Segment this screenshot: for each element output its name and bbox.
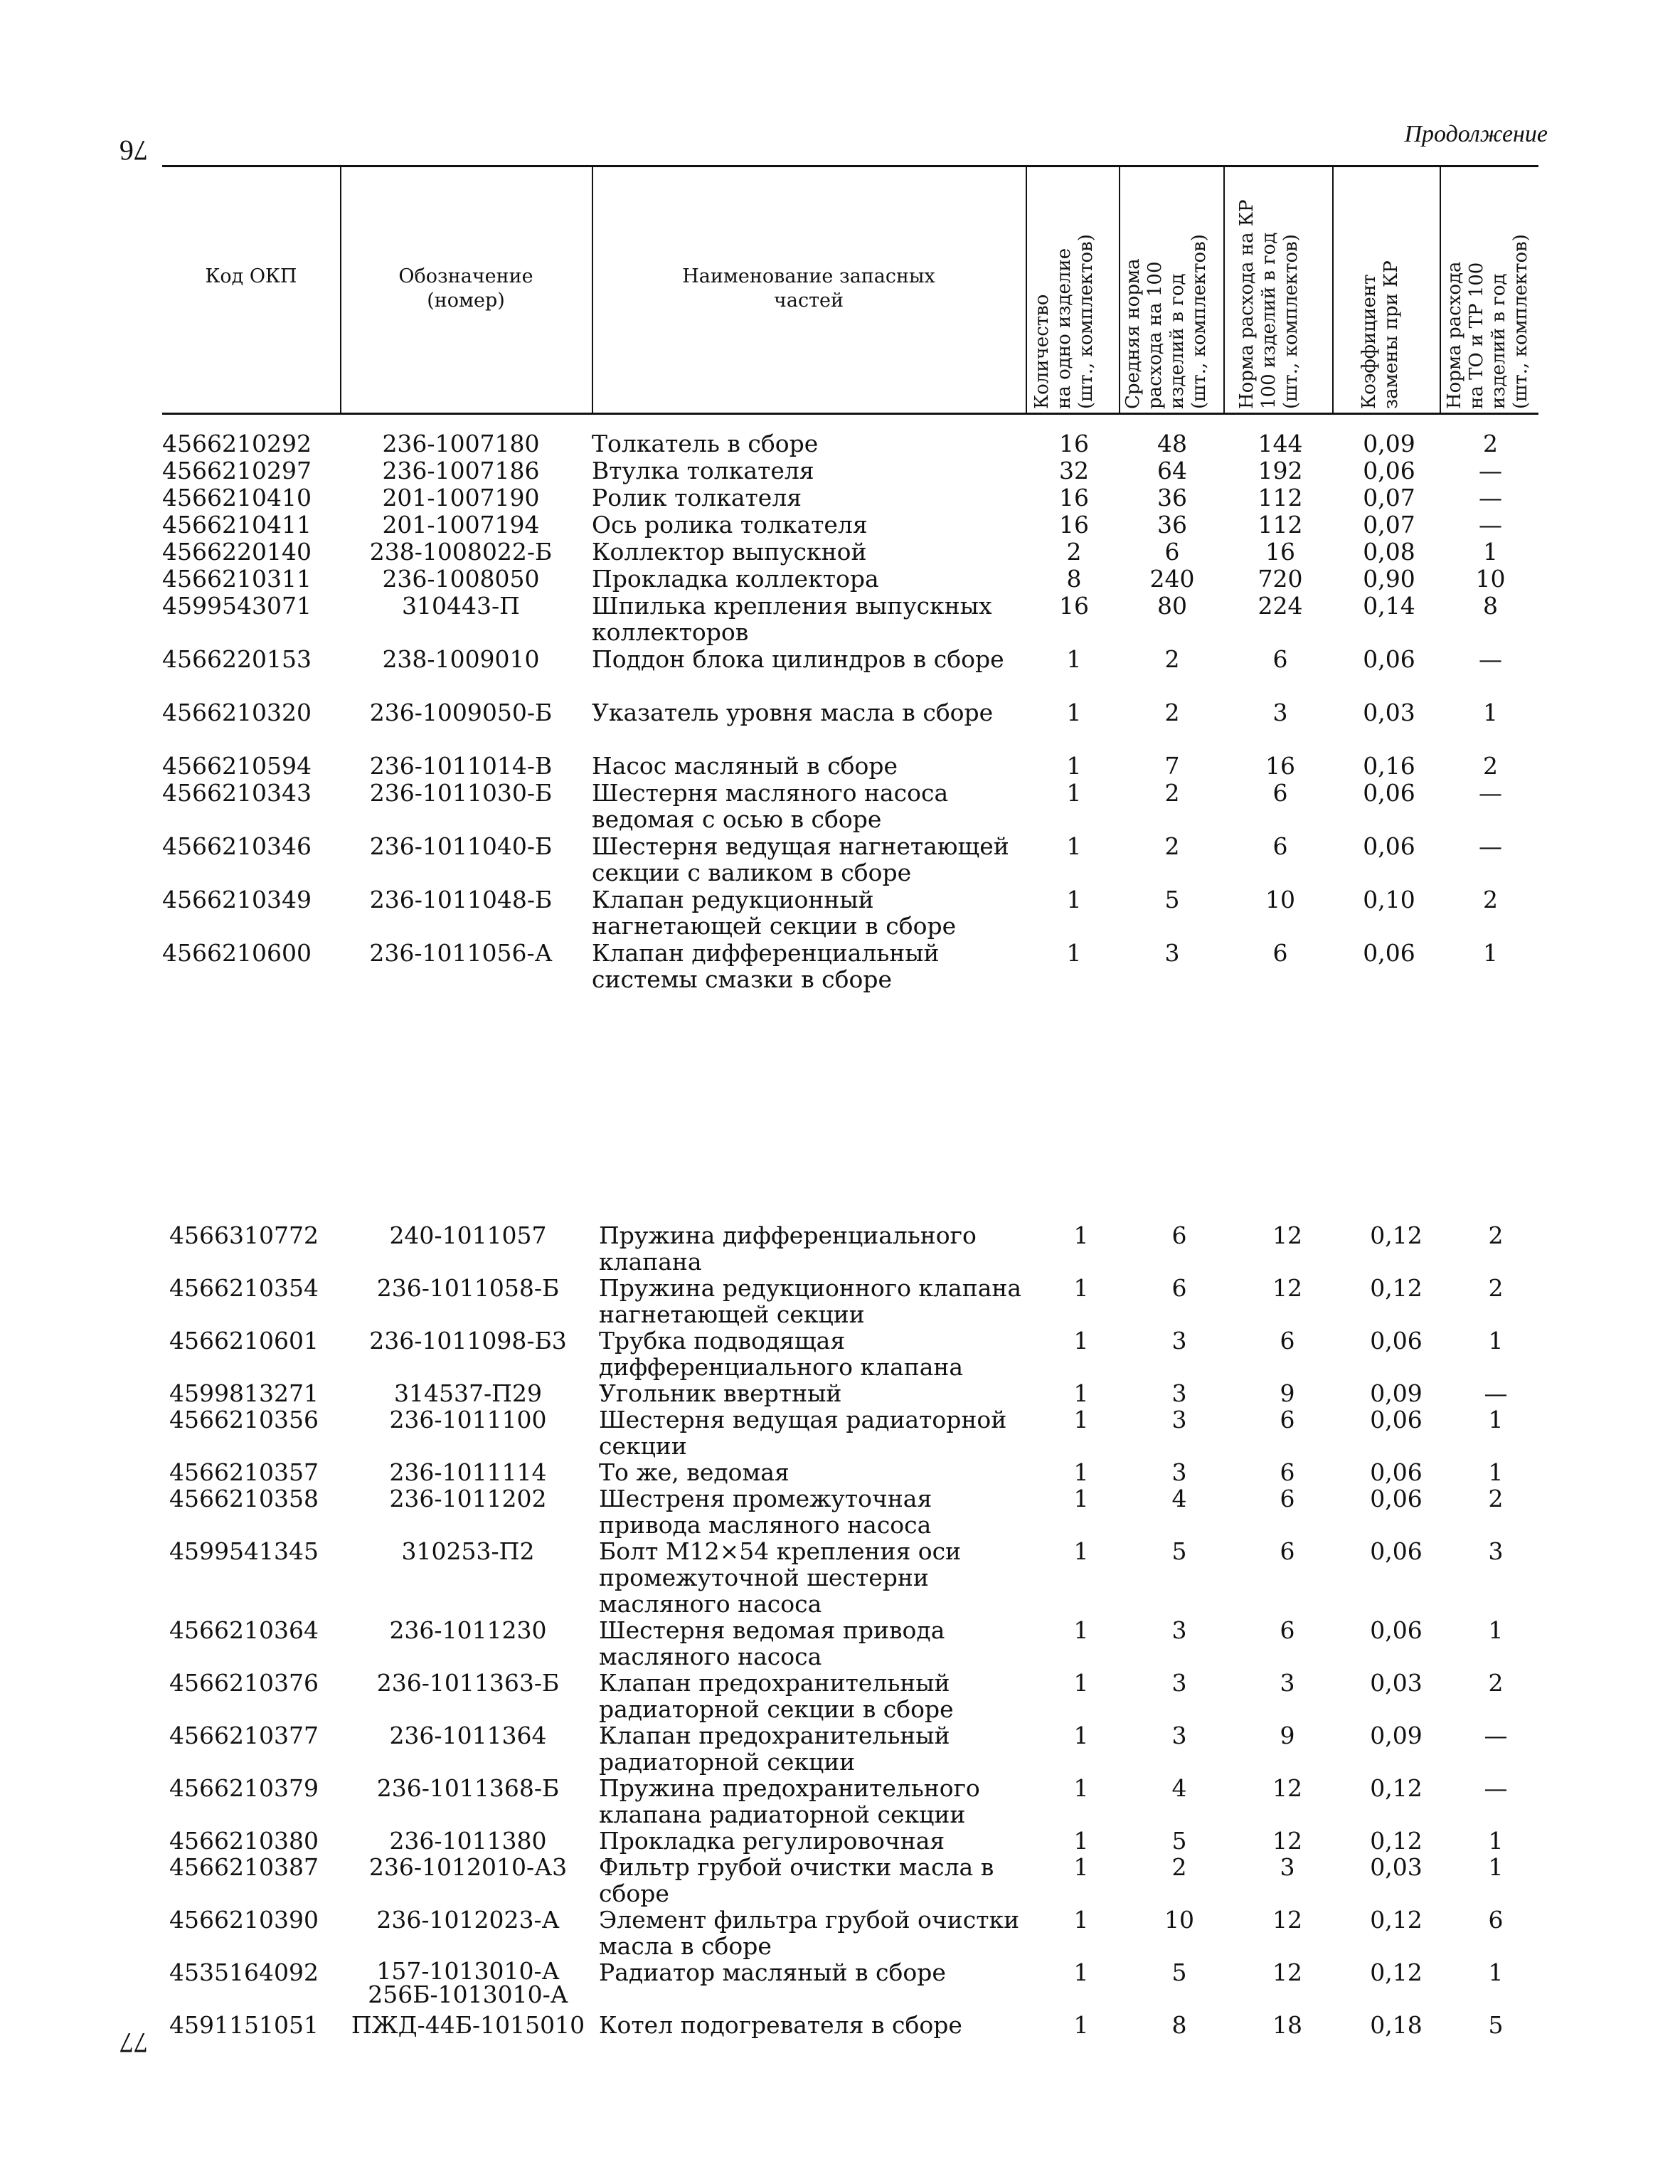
cell-avg: 7 bbox=[1164, 752, 1180, 780]
cell-qty: 1 bbox=[1066, 752, 1082, 780]
cell-avg: 48 bbox=[1157, 430, 1187, 457]
cell-code: 4599541345 bbox=[169, 1537, 319, 1565]
table-row bbox=[162, 1222, 1538, 1275]
cell-designation: 314537-П29 bbox=[394, 1379, 542, 1407]
cell-to: 1 bbox=[1488, 1458, 1504, 1486]
cell-name: Шестерня масляного насоса ведомая с осью в сборе bbox=[592, 779, 949, 833]
cell-qty: 1 bbox=[1073, 1827, 1089, 1855]
table-row bbox=[162, 1775, 1538, 1828]
cell-designation: 236-1011114 bbox=[389, 1458, 547, 1486]
cell-qty: 1 bbox=[1073, 2011, 1089, 2039]
cell-avg: 2 bbox=[1164, 832, 1180, 860]
cell-code: 4566210387 bbox=[169, 1853, 319, 1881]
cell-qty: 1 bbox=[1066, 832, 1082, 860]
cell-qty: 8 bbox=[1066, 565, 1082, 593]
table-row bbox=[162, 511, 1538, 539]
cell-name: Шестерня ведущая нагнетающей секции с валиком в сборе bbox=[592, 832, 1009, 886]
cell-to: — bbox=[1479, 645, 1502, 673]
cell-designation: 236-1009050-Б bbox=[369, 699, 553, 726]
cell-avg: 2 bbox=[1171, 1853, 1187, 1881]
cell-avg: 2 bbox=[1164, 699, 1180, 726]
page-number-bottom: 77 bbox=[119, 2027, 148, 2059]
cell-avg: 36 bbox=[1157, 484, 1187, 511]
cell-kr: 16 bbox=[1265, 538, 1295, 566]
cell-kr: 3 bbox=[1272, 699, 1288, 726]
cell-to: 2 bbox=[1488, 1221, 1504, 1249]
cell-avg: 240 bbox=[1149, 565, 1195, 593]
cell-qty: 1 bbox=[1073, 1379, 1089, 1407]
cell-to: 6 bbox=[1488, 1906, 1504, 1934]
cell-avg: 8 bbox=[1171, 2011, 1187, 2039]
cell-kr: 3 bbox=[1280, 1853, 1295, 1881]
cell-designation: 236-1011058-Б bbox=[376, 1274, 560, 1302]
cell-to: 2 bbox=[1483, 886, 1498, 913]
cell-code: 4566210358 bbox=[169, 1485, 319, 1512]
cell-kr: 12 bbox=[1272, 1774, 1302, 1802]
cell-to: 2 bbox=[1488, 1274, 1504, 1302]
cell-kr: 112 bbox=[1258, 484, 1303, 511]
cell-designation: 310443-П bbox=[402, 592, 520, 620]
cell-designation: 236-1011056-А bbox=[369, 939, 553, 967]
cell-code: 4535164092 bbox=[169, 1958, 319, 1986]
cell-to: 1 bbox=[1483, 699, 1498, 726]
header-divider bbox=[1440, 165, 1441, 413]
cell-coef: 0,03 bbox=[1370, 1669, 1423, 1697]
table-row bbox=[162, 566, 1538, 593]
table-row bbox=[162, 1907, 1538, 1959]
cell-kr: 6 bbox=[1272, 779, 1288, 807]
cell-name: Шестерня ведущая радиаторной секции bbox=[599, 1406, 1007, 1460]
continuation-label: Продолжение bbox=[1404, 121, 1548, 147]
cell-designation: 236-1011380 bbox=[389, 1827, 547, 1855]
cell-name: Клапан предохранительный радиаторной секции в сборе bbox=[599, 1669, 954, 1723]
cell-avg: 3 bbox=[1171, 1722, 1187, 1749]
cell-qty: 1 bbox=[1073, 1327, 1089, 1355]
cell-code: 4566310772 bbox=[169, 1221, 319, 1249]
cell-to: 1 bbox=[1488, 1327, 1504, 1355]
cell-avg: 6 bbox=[1171, 1221, 1187, 1249]
cell-avg: 2 bbox=[1164, 779, 1180, 807]
cell-kr: 6 bbox=[1272, 939, 1288, 967]
table-row bbox=[162, 1275, 1538, 1327]
cell-to: — bbox=[1484, 1774, 1508, 1802]
header-coef: Коэффициент замены при КР bbox=[1359, 260, 1402, 409]
table-row bbox=[162, 1380, 1538, 1406]
cell-coef: 0,06 bbox=[1370, 1458, 1423, 1486]
cell-coef: 0,06 bbox=[1363, 645, 1415, 673]
table-row bbox=[162, 780, 1538, 833]
cell-coef: 0,12 bbox=[1370, 1221, 1423, 1249]
cell-code: 4566210600 bbox=[162, 939, 312, 967]
cell-code: 4566210354 bbox=[169, 1274, 319, 1302]
cell-designation: 236-1011100 bbox=[389, 1406, 547, 1433]
cell-coef: 0,09 bbox=[1363, 430, 1415, 457]
cell-coef: 0,06 bbox=[1370, 1327, 1423, 1355]
header-code: Код ОКП bbox=[205, 265, 297, 287]
cell-to: — bbox=[1484, 1722, 1508, 1749]
cell-name: Пружина дифференциального клапана bbox=[599, 1221, 977, 1276]
cell-designation: 236-1011048-Б bbox=[369, 886, 553, 913]
cell-avg: 4 bbox=[1171, 1485, 1187, 1512]
cell-kr: 12 bbox=[1272, 1827, 1302, 1855]
cell-code: 4599813271 bbox=[169, 1379, 319, 1407]
cell-avg: 36 bbox=[1157, 511, 1187, 539]
cell-qty: 16 bbox=[1059, 484, 1089, 511]
cell-to: 1 bbox=[1488, 1406, 1504, 1433]
cell-qty: 1 bbox=[1073, 1221, 1089, 1249]
cell-kr: 720 bbox=[1258, 565, 1303, 593]
table-row bbox=[162, 1617, 1538, 1670]
cell-avg: 3 bbox=[1171, 1406, 1187, 1433]
cell-qty: 1 bbox=[1073, 1774, 1089, 1802]
cell-coef: 0,10 bbox=[1363, 886, 1415, 913]
cell-coef: 0,03 bbox=[1370, 1853, 1423, 1881]
cell-qty: 1 bbox=[1073, 1274, 1089, 1302]
cell-to: 2 bbox=[1488, 1669, 1504, 1697]
header-divider bbox=[1332, 165, 1334, 413]
header-divider bbox=[1223, 165, 1225, 413]
cell-name: Клапан дифференциальный системы смазки в сборе bbox=[592, 939, 940, 993]
cell-avg: 3 bbox=[1171, 1458, 1187, 1486]
cell-coef: 0,06 bbox=[1370, 1537, 1423, 1565]
cell-kr: 6 bbox=[1272, 832, 1288, 860]
cell-kr: 12 bbox=[1272, 1221, 1302, 1249]
parts-table-top bbox=[162, 430, 1538, 993]
cell-coef: 0,12 bbox=[1370, 1274, 1423, 1302]
cell-name: Ролик толкателя bbox=[592, 484, 802, 511]
cell-qty: 1 bbox=[1073, 1485, 1089, 1512]
table-row bbox=[162, 1485, 1538, 1538]
cell-coef: 0,12 bbox=[1370, 1958, 1423, 1986]
cell-coef: 0,16 bbox=[1363, 752, 1415, 780]
cell-avg: 10 bbox=[1164, 1906, 1194, 1934]
cell-code: 4566210297 bbox=[162, 457, 312, 484]
cell-avg: 3 bbox=[1171, 1669, 1187, 1697]
cell-name: Втулка толкателя bbox=[592, 457, 814, 484]
cell-designation: 201-1007194 bbox=[382, 511, 540, 539]
cell-designation: 236-1011202 bbox=[389, 1485, 547, 1512]
cell-coef: 0,09 bbox=[1370, 1722, 1423, 1749]
table-row bbox=[162, 484, 1538, 511]
table-row bbox=[162, 1327, 1538, 1380]
cell-code: 4566220153 bbox=[162, 645, 312, 673]
table-row bbox=[162, 833, 1538, 886]
table-row bbox=[162, 940, 1538, 993]
cell-avg: 5 bbox=[1171, 1537, 1187, 1565]
cell-designation: 236-1011098-Б3 bbox=[369, 1327, 567, 1355]
cell-code: 4566210364 bbox=[169, 1616, 319, 1644]
cell-coef: 0,12 bbox=[1370, 1906, 1423, 1934]
cell-name: Фильтр грубой очистки масла в сборе bbox=[599, 1853, 994, 1907]
cell-coef: 0,06 bbox=[1363, 457, 1415, 484]
cell-avg: 5 bbox=[1171, 1827, 1187, 1855]
cell-name: Прокладка коллектора bbox=[592, 565, 879, 593]
table-row bbox=[162, 1538, 1538, 1617]
table-row bbox=[162, 699, 1538, 753]
table-row bbox=[162, 539, 1538, 566]
cell-avg: 5 bbox=[1164, 886, 1180, 913]
cell-designation: 236-1011363-Б bbox=[376, 1669, 560, 1697]
cell-coef: 0,06 bbox=[1370, 1616, 1423, 1644]
cell-name: Клапан редукционный нагнетающей секции в сборе bbox=[592, 886, 957, 940]
header-to-norm: Норма расхода на ТО и ТР 100 изделий в год (шт., комплектов) bbox=[1444, 234, 1531, 409]
cell-designation: 236-1011030-Б bbox=[369, 779, 553, 807]
cell-name: Элемент фильтра грубой очистки масла в сборе bbox=[599, 1906, 1020, 1960]
cell-designation: 310253-П2 bbox=[401, 1537, 535, 1565]
cell-qty: 1 bbox=[1073, 1722, 1089, 1749]
cell-name: Радиатор масляный в сборе bbox=[599, 1958, 946, 1986]
cell-name: Трубка подводящая дифференциального клапана bbox=[599, 1327, 964, 1381]
cell-coef: 0,03 bbox=[1363, 699, 1415, 726]
cell-designation: 236-1011040-Б bbox=[369, 832, 553, 860]
cell-coef: 0,07 bbox=[1363, 511, 1415, 539]
cell-avg: 6 bbox=[1171, 1274, 1187, 1302]
header-designation: Обозначение (номер) bbox=[398, 265, 533, 312]
cell-code: 4566210320 bbox=[162, 699, 312, 726]
cell-name: Клапан предохранительный радиаторной секции bbox=[599, 1722, 950, 1776]
cell-qty: 16 bbox=[1059, 592, 1089, 620]
cell-code: 4566220140 bbox=[162, 538, 312, 566]
cell-qty: 1 bbox=[1073, 1616, 1089, 1644]
cell-to: 1 bbox=[1483, 538, 1498, 566]
cell-code: 4566210349 bbox=[162, 886, 312, 913]
header-bottom-rule bbox=[162, 413, 1538, 415]
cell-kr: 6 bbox=[1280, 1327, 1295, 1355]
cell-qty: 1 bbox=[1066, 699, 1082, 726]
cell-qty: 2 bbox=[1066, 538, 1082, 566]
cell-code: 4566210357 bbox=[169, 1458, 319, 1486]
cell-code: 4566210601 bbox=[169, 1327, 319, 1355]
cell-code: 4566210292 bbox=[162, 430, 312, 457]
header-qty: Количество на одно изделие (шт., комплектов) bbox=[1031, 234, 1097, 409]
cell-code: 4599543071 bbox=[162, 592, 312, 620]
header-divider bbox=[1119, 165, 1120, 413]
cell-to: 2 bbox=[1483, 430, 1498, 457]
table-row bbox=[162, 886, 1538, 940]
table-row bbox=[162, 593, 1538, 646]
cell-designation: 236-1011014-В bbox=[369, 752, 553, 780]
header-name: Наименование запасных частей bbox=[682, 265, 935, 312]
cell-name: Коллектор выпускной bbox=[592, 538, 867, 566]
cell-kr: 10 bbox=[1265, 886, 1295, 913]
header-divider bbox=[1026, 165, 1027, 413]
cell-code: 4566210379 bbox=[169, 1774, 319, 1802]
cell-qty: 1 bbox=[1073, 1669, 1089, 1697]
cell-designation: 236-1011364 bbox=[389, 1722, 547, 1749]
cell-to: — bbox=[1479, 779, 1502, 807]
table-row bbox=[162, 1406, 1538, 1459]
table-row bbox=[162, 2012, 1538, 2038]
cell-to: 2 bbox=[1488, 1485, 1504, 1512]
cell-kr: 6 bbox=[1280, 1485, 1295, 1512]
cell-coef: 0,12 bbox=[1370, 1774, 1423, 1802]
cell-kr: 12 bbox=[1272, 1906, 1302, 1934]
table-row bbox=[162, 1854, 1538, 1907]
table-row bbox=[162, 1670, 1538, 1722]
cell-coef: 0,18 bbox=[1370, 2011, 1423, 2039]
cell-code: 4566210356 bbox=[169, 1406, 319, 1433]
cell-coef: 0,08 bbox=[1363, 538, 1415, 566]
cell-avg: 6 bbox=[1164, 538, 1180, 566]
cell-coef: 0,07 bbox=[1363, 484, 1415, 511]
cell-avg: 80 bbox=[1157, 592, 1187, 620]
cell-name: Шестреня промежуточная привода масляного насоса bbox=[599, 1485, 932, 1539]
table-row bbox=[162, 457, 1538, 484]
cell-name: Толкатель в сборе bbox=[592, 430, 819, 457]
cell-name: То же, ведомая bbox=[599, 1458, 790, 1486]
page-number-top: 76 bbox=[119, 134, 148, 166]
cell-kr: 144 bbox=[1258, 430, 1303, 457]
cell-coef: 0,06 bbox=[1370, 1406, 1423, 1433]
cell-name: Ось ролика толкателя bbox=[592, 511, 868, 539]
cell-to: 10 bbox=[1475, 565, 1506, 593]
cell-avg: 3 bbox=[1164, 939, 1180, 967]
cell-to: 1 bbox=[1488, 1616, 1504, 1644]
cell-designation: 236-1011368-Б bbox=[376, 1774, 560, 1802]
cell-kr: 6 bbox=[1272, 645, 1288, 673]
cell-kr: 12 bbox=[1272, 1274, 1302, 1302]
cell-coef: 0,06 bbox=[1363, 779, 1415, 807]
cell-designation: 236-1007186 bbox=[382, 457, 540, 484]
cell-coef: 0,90 bbox=[1363, 565, 1415, 593]
cell-qty: 1 bbox=[1073, 1906, 1089, 1934]
cell-code: 4566210380 bbox=[169, 1827, 319, 1855]
cell-coef: 0,06 bbox=[1370, 1485, 1423, 1512]
cell-name: Поддон блока цилиндров в сборе bbox=[592, 645, 1004, 673]
cell-name: Болт М12×54 крепления оси промежуточной шестерни масляного насоса bbox=[599, 1537, 962, 1618]
cell-to: — bbox=[1479, 832, 1502, 860]
cell-kr: 192 bbox=[1258, 457, 1303, 484]
cell-kr: 18 bbox=[1272, 2011, 1302, 2039]
cell-kr: 6 bbox=[1280, 1406, 1295, 1433]
cell-avg: 3 bbox=[1171, 1379, 1187, 1407]
cell-designation: 236-1012010-А3 bbox=[368, 1853, 568, 1881]
cell-designation: 240-1011057 bbox=[389, 1221, 547, 1249]
cell-qty: 1 bbox=[1066, 886, 1082, 913]
table-row bbox=[162, 1959, 1538, 2012]
cell-code: 4566210346 bbox=[162, 832, 312, 860]
cell-avg: 64 bbox=[1157, 457, 1187, 484]
cell-qty: 1 bbox=[1073, 1958, 1089, 1986]
cell-code: 4566210390 bbox=[169, 1906, 319, 1934]
cell-qty: 1 bbox=[1066, 939, 1082, 967]
cell-kr: 6 bbox=[1280, 1458, 1295, 1486]
cell-name: Шестерня ведомая привода масляного насоса bbox=[599, 1616, 945, 1670]
cell-kr: 12 bbox=[1272, 1958, 1302, 1986]
cell-coef: 0,06 bbox=[1363, 832, 1415, 860]
cell-designation: 236-1008050 bbox=[382, 565, 540, 593]
header-avg-norm: Средняя норма расхода на 100 изделий в год (шт., комплектов) bbox=[1122, 234, 1210, 409]
cell-code: 4566210343 bbox=[162, 779, 312, 807]
cell-designation: 201-1007190 bbox=[382, 484, 540, 511]
cell-code: 4566210376 bbox=[169, 1669, 319, 1697]
cell-kr: 224 bbox=[1258, 592, 1303, 620]
cell-code: 4566210377 bbox=[169, 1722, 319, 1749]
cell-code: 4591151051 bbox=[169, 2011, 319, 2039]
header-kr-norm: Норма расхода на КР 100 изделий в год (шт., комплектов) bbox=[1236, 199, 1302, 409]
cell-coef: 0,12 bbox=[1370, 1827, 1423, 1855]
table-row bbox=[162, 1722, 1538, 1775]
cell-name: Пружина предохранительного клапана радиаторной секции bbox=[599, 1774, 980, 1828]
cell-kr: 112 bbox=[1258, 511, 1303, 539]
cell-avg: 5 bbox=[1171, 1958, 1187, 1986]
cell-avg: 3 bbox=[1171, 1327, 1187, 1355]
cell-qty: 1 bbox=[1073, 1537, 1089, 1565]
cell-to: — bbox=[1479, 457, 1502, 484]
cell-coef: 0,06 bbox=[1363, 939, 1415, 967]
cell-qty: 1 bbox=[1066, 779, 1082, 807]
cell-qty: 1 bbox=[1073, 1853, 1089, 1881]
parts-table-bottom bbox=[162, 1222, 1538, 2038]
cell-to: 1 bbox=[1488, 1853, 1504, 1881]
table-row bbox=[162, 1459, 1538, 1485]
cell-to: — bbox=[1479, 484, 1502, 511]
cell-to: 3 bbox=[1488, 1537, 1504, 1565]
cell-kr: 6 bbox=[1280, 1616, 1295, 1644]
cell-name: Угольник ввертный bbox=[599, 1379, 842, 1407]
cell-coef: 0,09 bbox=[1370, 1379, 1423, 1407]
cell-kr: 9 bbox=[1280, 1379, 1295, 1407]
cell-kr: 6 bbox=[1280, 1537, 1295, 1565]
table-row bbox=[162, 646, 1538, 699]
cell-qty: 32 bbox=[1059, 457, 1089, 484]
cell-name: Указатель уровня масла в сборе bbox=[592, 699, 994, 726]
cell-code: 4566210311 bbox=[162, 565, 312, 593]
cell-qty: 1 bbox=[1073, 1458, 1089, 1486]
cell-avg: 4 bbox=[1171, 1774, 1187, 1802]
cell-kr: 16 bbox=[1265, 752, 1295, 780]
cell-kr: 3 bbox=[1280, 1669, 1295, 1697]
cell-to: — bbox=[1479, 511, 1502, 539]
cell-to: 2 bbox=[1483, 752, 1498, 780]
cell-name: Насос масляный в сборе bbox=[592, 752, 898, 780]
cell-name: Шпилька крепления выпускных коллекторов bbox=[592, 592, 992, 646]
cell-qty: 1 bbox=[1066, 645, 1082, 673]
cell-designation: 236-1011230 bbox=[389, 1616, 547, 1644]
cell-designation: 236-1012023-А bbox=[376, 1906, 560, 1934]
cell-qty: 16 bbox=[1059, 430, 1089, 457]
cell-to: — bbox=[1484, 1379, 1508, 1407]
cell-to: 8 bbox=[1483, 592, 1498, 620]
cell-avg: 3 bbox=[1171, 1616, 1187, 1644]
cell-qty: 1 bbox=[1073, 1406, 1089, 1433]
cell-designation: 238-1009010 bbox=[382, 645, 540, 673]
cell-designation: ПЖД-44Б-1015010 bbox=[351, 2011, 585, 2039]
cell-name: Котел подогревателя в сборе bbox=[599, 2011, 962, 2039]
table-row bbox=[162, 430, 1538, 457]
cell-coef: 0,14 bbox=[1363, 592, 1415, 620]
cell-code: 4566210411 bbox=[162, 511, 312, 539]
cell-to: 1 bbox=[1488, 1827, 1504, 1855]
cell-code: 4566210410 bbox=[162, 484, 312, 511]
cell-kr: 9 bbox=[1280, 1722, 1295, 1749]
table-row bbox=[162, 1828, 1538, 1854]
cell-qty: 16 bbox=[1059, 511, 1089, 539]
cell-name: Прокладка регулировочная bbox=[599, 1827, 945, 1855]
cell-to: 1 bbox=[1483, 939, 1498, 967]
cell-designation: 238-1008022-Б bbox=[369, 538, 553, 566]
cell-to: 5 bbox=[1488, 2011, 1504, 2039]
cell-code: 4566210594 bbox=[162, 752, 312, 780]
table-row bbox=[162, 753, 1538, 780]
cell-name: Пружина редукционного клапана нагнетающей секции bbox=[599, 1274, 1022, 1328]
cell-avg: 2 bbox=[1164, 645, 1180, 673]
cell-designation: 157-1013010-А 256Б-1013010-А bbox=[368, 1957, 568, 2008]
cell-designation: 236-1007180 bbox=[382, 430, 540, 457]
cell-to: 1 bbox=[1488, 1958, 1504, 1986]
